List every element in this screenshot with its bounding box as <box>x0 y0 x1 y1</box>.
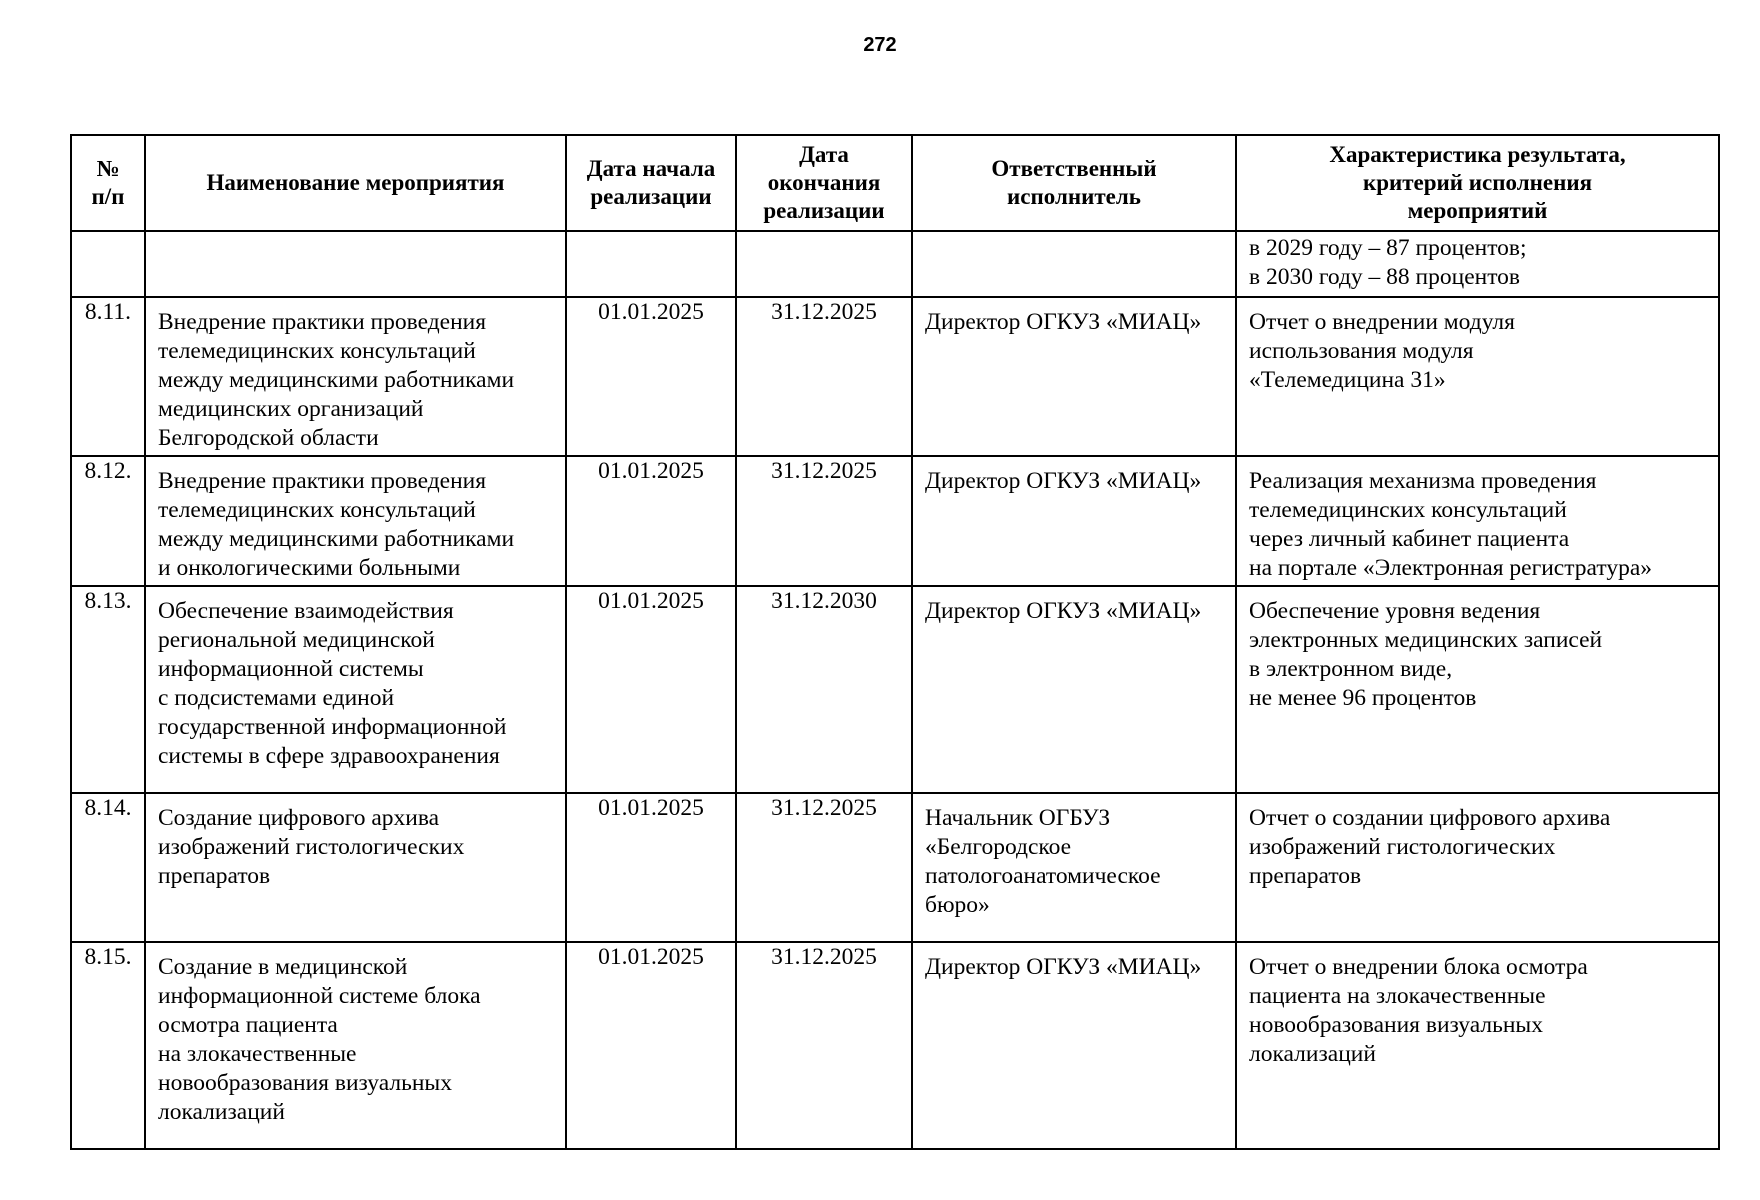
cell-result: Обеспечение уровня ведения электронных медицинских записей в электронном виде, не менее 96 процентов <box>1236 586 1719 793</box>
header-name: Наименование мероприятия <box>145 135 566 231</box>
cell-num: 8.11. <box>71 297 145 456</box>
header-responsible: Ответственный исполнитель <box>912 135 1236 231</box>
cell-start-date: 01.01.2025 <box>566 793 736 942</box>
cell-start-date: 01.01.2025 <box>566 942 736 1149</box>
cell-name <box>145 231 566 297</box>
measures-table <box>70 134 1720 1150</box>
cell-end-date: 31.12.2030 <box>736 586 912 793</box>
cell-end-date: 31.12.2025 <box>736 456 912 586</box>
header-num: № п/п <box>71 135 145 231</box>
cell-end-date: 31.12.2025 <box>736 942 912 1149</box>
cell-start-date: 01.01.2025 <box>566 586 736 793</box>
header-end-date: Дата окончания реализации <box>736 135 912 231</box>
table-row <box>71 297 1719 456</box>
cell-name: Создание цифрового архива изображений гистологических препаратов <box>145 793 566 942</box>
table-row <box>71 456 1719 586</box>
cell-num: 8.14. <box>71 793 145 942</box>
cell-responsible <box>912 231 1236 297</box>
cell-result: Отчет о внедрении блока осмотра пациента на злокачественные новообразования визуальных локализаций <box>1236 942 1719 1149</box>
table-row <box>71 586 1719 793</box>
header-result: Характеристика результата, критерий исполнения мероприятий <box>1236 135 1719 231</box>
page-number: 272 <box>863 34 897 56</box>
table-row <box>71 942 1719 1149</box>
cell-end-date: 31.12.2025 <box>736 793 912 942</box>
cell-responsible: Директор ОГКУЗ «МИАЦ» <box>912 586 1236 793</box>
cell-start-date <box>566 231 736 297</box>
cell-num: 8.13. <box>71 586 145 793</box>
continuation-row <box>71 231 1719 297</box>
cell-responsible: Начальник ОГБУЗ «Белгородское патологоанатомическое бюро» <box>912 793 1236 942</box>
table-header-row <box>71 135 1719 231</box>
cell-end-date <box>736 231 912 297</box>
cell-start-date: 01.01.2025 <box>566 456 736 586</box>
cell-responsible: Директор ОГКУЗ «МИАЦ» <box>912 942 1236 1149</box>
cell-name: Внедрение практики проведения телемедицинских консультаций между медицинскими работниками и онкологическими больными <box>145 456 566 586</box>
cell-result: в 2029 году – 87 процентов; в 2030 году – 88 процентов <box>1236 231 1719 297</box>
cell-num <box>71 231 145 297</box>
cell-name: Создание в медицинской информационной системе блока осмотра пациента на злокачественные новообразования визуальных локализаций <box>145 942 566 1149</box>
header-start-date: Дата начала реализации <box>566 135 736 231</box>
cell-name: Обеспечение взаимодействия региональной медицинской информационной системы с подсистемами единой государственной информационной системы в сфере здравоохранения <box>145 586 566 793</box>
cell-start-date: 01.01.2025 <box>566 297 736 456</box>
cell-end-date: 31.12.2025 <box>736 297 912 456</box>
cell-name: Внедрение практики проведения телемедицинских консультаций между медицинскими работниками медицинских организаций Белгородской области <box>145 297 566 456</box>
cell-result: Реализация механизма проведения телемедицинских консультаций через личный кабинет пациента на портале «Электронная регистратура» <box>1236 456 1719 586</box>
cell-result: Отчет о создании цифрового архива изображений гистологических препаратов <box>1236 793 1719 942</box>
table-row <box>71 793 1719 942</box>
cell-responsible: Директор ОГКУЗ «МИАЦ» <box>912 456 1236 586</box>
cell-num: 8.12. <box>71 456 145 586</box>
cell-responsible: Директор ОГКУЗ «МИАЦ» <box>912 297 1236 456</box>
cell-result: Отчет о внедрении модуля использования модуля «Телемедицина 31» <box>1236 297 1719 456</box>
cell-num: 8.15. <box>71 942 145 1149</box>
